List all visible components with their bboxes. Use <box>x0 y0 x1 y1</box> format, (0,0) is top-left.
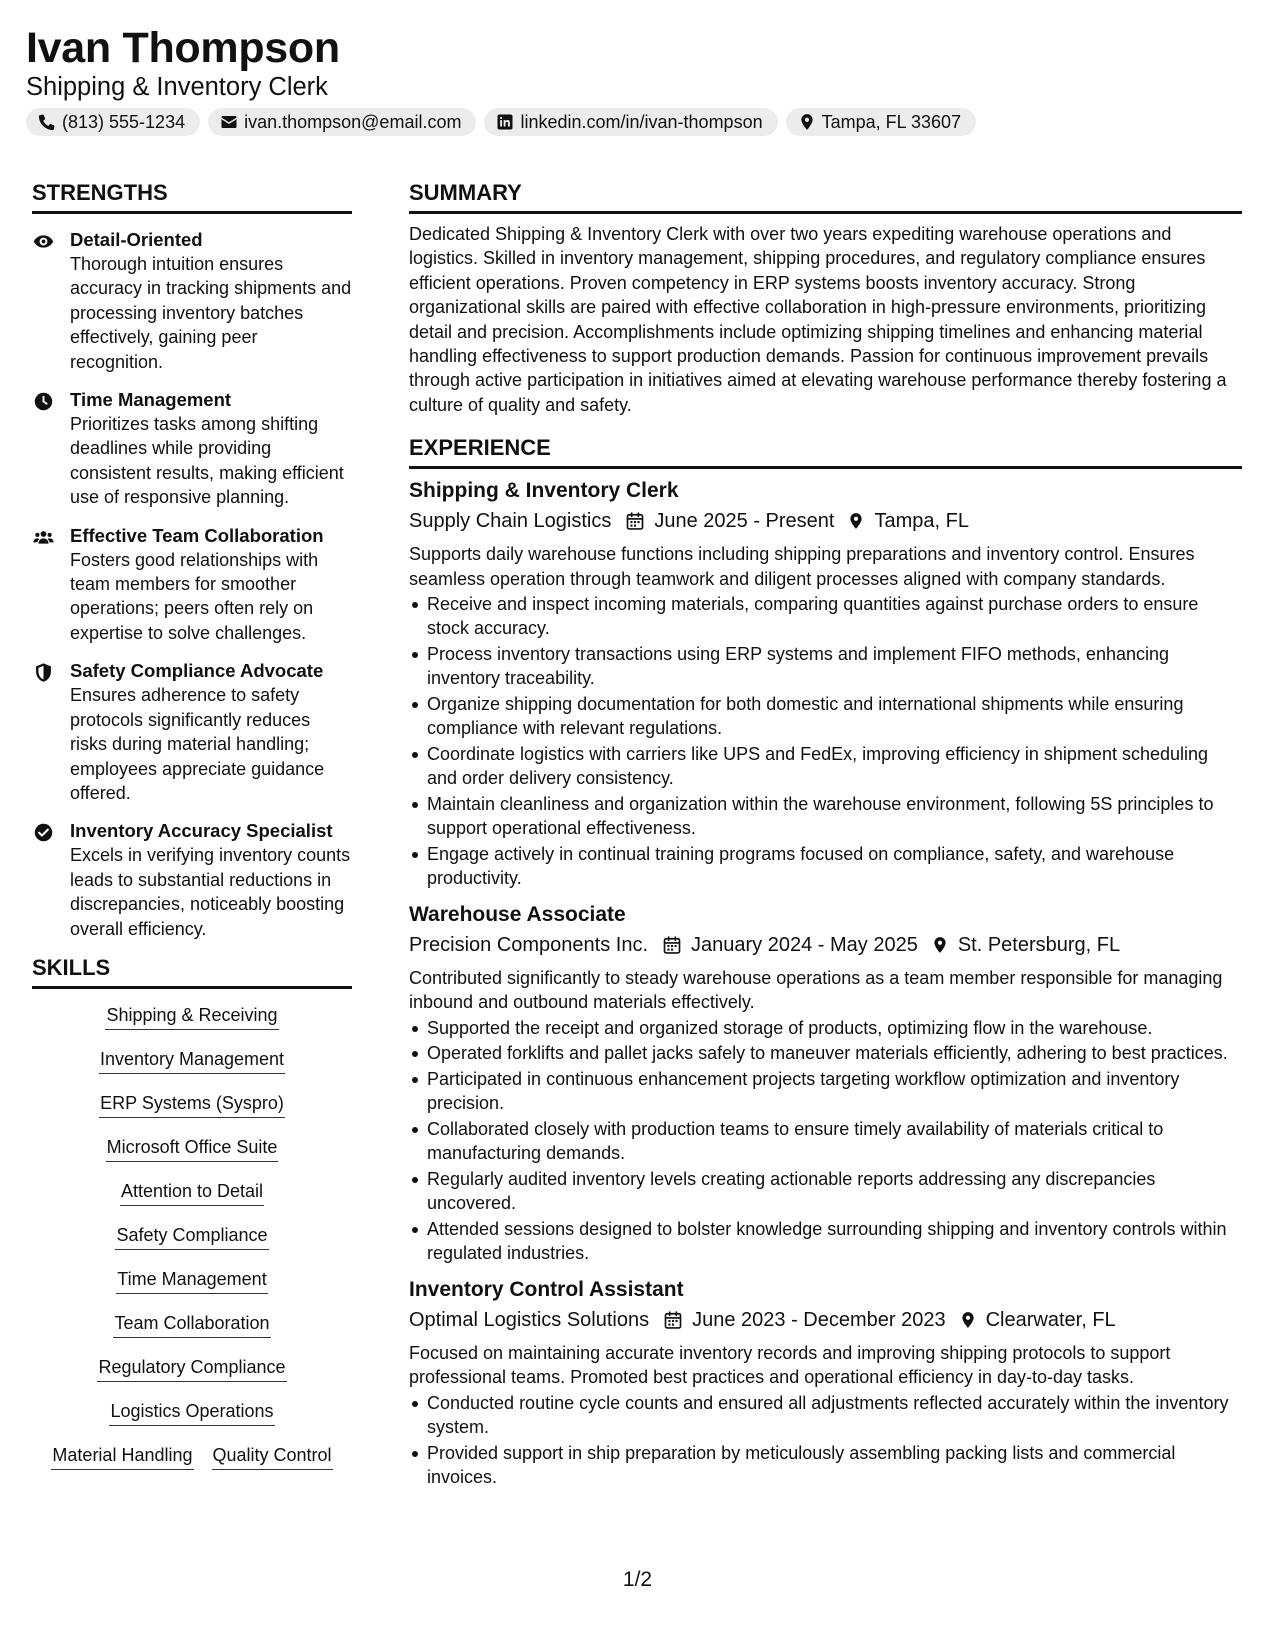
map-pin-icon <box>798 113 816 131</box>
skill-tag: Quality Control <box>212 1443 333 1470</box>
job-bullets <box>409 1016 1242 1266</box>
bullet-item: Participated in continuous enhancement projects targeting workflow optimization and inventory precision. <box>409 1067 1242 1116</box>
check-circle-icon <box>33 822 54 843</box>
candidate-name: Ivan Thompson <box>26 24 340 72</box>
calendar-icon <box>625 511 645 531</box>
bullet-item: Provided support in ship preparation by meticulously assembling packing lists and commercial invoices. <box>409 1441 1242 1490</box>
job-title: Inventory Control Assistant <box>409 1277 684 1301</box>
job-description: Supports daily warehouse functions including shipping preparations and inventory control. Ensures seamless operation through teamwork and diligent processes aligned with company standards. <box>409 544 1195 589</box>
strength-item <box>32 659 352 805</box>
strength-title: Time Management <box>70 389 232 411</box>
job-company: Precision Components Inc. <box>409 933 649 956</box>
strength-description: Prioritizes tasks among shifting deadlines while providing consistent results, making efficient use of responsive planning. <box>70 414 344 508</box>
envelope-icon <box>220 113 238 131</box>
bullet-item: Regularly audited inventory levels creating actionable reports addressing any discrepancies uncovered. <box>409 1167 1242 1216</box>
skill-tag: Shipping & Receiving <box>105 1003 278 1030</box>
skill-tag: Time Management <box>116 1267 267 1294</box>
strength-title: Safety Compliance Advocate <box>70 660 324 682</box>
job-dates: January 2024 - May 2025 <box>691 933 918 956</box>
job-bullets <box>409 592 1242 891</box>
contact-email[interactable] <box>208 108 476 136</box>
job-company: Supply Chain Logistics <box>409 510 612 533</box>
contact-location-text: Tampa, FL 33607 <box>821 112 962 132</box>
users-icon <box>33 527 54 548</box>
calendar-icon <box>662 935 682 955</box>
phone-icon <box>38 113 56 131</box>
job-description: Contributed significantly to steady warehouse operations as a team member responsible for managing inbound and outbound materials effectively. <box>409 967 1223 1013</box>
job-entry <box>409 901 1242 1266</box>
strength-description: Excels in verifying inventory counts leads to substantial reductions in discrepancies, noticeably boosting overall efficiency. <box>70 845 351 939</box>
resume-header <box>26 22 1246 136</box>
shield-icon <box>33 662 54 683</box>
experience-heading: EXPERIENCE <box>409 435 1242 469</box>
strength-item <box>32 228 352 374</box>
job-location: Tampa, FL <box>874 510 969 533</box>
job-meta <box>409 506 1242 536</box>
job-dates: June 2025 - Present <box>654 510 835 533</box>
candidate-title: Shipping & Inventory Clerk <box>26 73 328 101</box>
linkedin-icon <box>496 113 514 131</box>
strengths-heading: STRENGTHS <box>32 180 352 214</box>
contact-linkedin-text: linkedin.com/in/ivan-thompson <box>520 112 763 132</box>
bullet-item: Maintain cleanliness and organization within the warehouse environment, following 5S principles to support operational effectiveness. <box>409 792 1242 841</box>
strength-title: Inventory Accuracy Specialist <box>70 820 333 842</box>
bullet-item: Receive and inspect incoming materials, comparing quantities against purchase orders to ensure stock accuracy. <box>409 592 1242 641</box>
strength-item <box>32 819 352 941</box>
contact-email-text: ivan.thompson@email.com <box>244 112 462 132</box>
page-number: 1/2 <box>622 1568 653 1591</box>
skill-tag: Attention to Detail <box>120 1179 264 1206</box>
job-entry <box>409 477 1242 891</box>
skills-list <box>32 1003 352 1470</box>
contact-location <box>786 108 976 136</box>
bullet-item: Organize shipping documentation for both domestic and international shipments while ensuring compliance with relevant regulations. <box>409 692 1242 741</box>
strength-title: Detail-Oriented <box>70 229 203 250</box>
job-title: Warehouse Associate <box>409 902 626 926</box>
skill-tag: ERP Systems (Syspro) <box>99 1091 285 1118</box>
eye-icon <box>33 231 54 252</box>
bullet-item: Attended sessions designed to bolster knowledge surrounding shipping and inventory controls within regulated industries. <box>409 1217 1242 1266</box>
map-pin-icon <box>931 935 949 955</box>
job-company: Optimal Logistics Solutions <box>409 1308 650 1331</box>
experience-section <box>409 435 1242 1489</box>
bullet-item: Process inventory transactions using ERP systems and implement FIFO methods, enhancing inventory traceability. <box>409 642 1242 691</box>
strength-description: Thorough intuition ensures accuracy in tracking shipments and processing inventory batches effectively, gaining peer recognition. <box>70 254 352 372</box>
contact-phone[interactable] <box>26 108 200 136</box>
skills-heading: SKILLS <box>32 955 352 989</box>
bullet-item: Supported the receipt and organized storage of products, optimizing flow in the warehouse. <box>409 1016 1242 1040</box>
job-location: St. Petersburg, FL <box>957 933 1121 956</box>
skill-tag: Material Handling <box>51 1443 193 1470</box>
skill-tag: Microsoft Office Suite <box>106 1135 279 1162</box>
map-pin-icon <box>959 1310 977 1330</box>
summary-text: Dedicated Shipping & Inventory Clerk with over two years expediting warehouse operations and logistics. Skilled in inventory management, shipping procedures, and regulatory compliance ensures efficient operations. Proven competency in ERP systems boosts inventory accuracy. Strong organizational skills are paired with effective collaboration in high-pressure environments, prioritizing detail and precision. Accomplishments include optimizing shipping timelines and enhancing material handling effectiveness to support production demands. Passion for continuous improvement prevails through active participation in initiatives aimed at elevating warehouse performance thereby fostering a culture of quality and safety. <box>409 224 1227 415</box>
clock-icon <box>33 391 54 412</box>
contact-linkedin[interactable] <box>484 108 777 136</box>
strength-description: Ensures adherence to safety protocols significantly reduces risks during material handling; employees appreciate guidance offered. <box>70 685 325 803</box>
job-location: Clearwater, FL <box>985 1308 1116 1331</box>
summary-heading: SUMMARY <box>409 180 1242 214</box>
right-column <box>409 180 1242 1491</box>
strength-title: Effective Team Collaboration <box>70 524 324 546</box>
strength-description: Fosters good relationships with team members for smoother operations; peers often rely on expertise to solve challenges. <box>70 549 319 643</box>
contact-bar <box>26 108 1246 136</box>
skill-tag: Regulatory Compliance <box>97 1355 286 1382</box>
bullet-item: Engage actively in continual training programs focused on compliance, safety, and warehouse productivity. <box>409 842 1242 891</box>
map-pin-icon <box>847 511 865 531</box>
bullet-item: Collaborated closely with production teams to ensure timely availability of materials critical to manufacturing demands. <box>409 1117 1242 1166</box>
strength-item <box>32 388 352 510</box>
skills-section <box>32 955 352 1470</box>
strength-item <box>32 524 352 646</box>
bullet-item: Coordinate logistics with carriers like UPS and FedEx, improving efficiency in shipment scheduling and order delivery consistency. <box>409 742 1242 791</box>
bullet-item: Operated forklifts and pallet jacks safely to maneuver materials efficiently, adhering to best practices. <box>409 1041 1242 1065</box>
skill-tag: Team Collaboration <box>113 1311 270 1338</box>
job-meta <box>409 930 1242 960</box>
job-bullets <box>409 1391 1242 1490</box>
skill-tag: Inventory Management <box>99 1047 285 1074</box>
job-title: Shipping & Inventory Clerk <box>409 479 679 503</box>
left-column <box>32 180 352 1470</box>
calendar-icon <box>663 1310 683 1330</box>
job-entry <box>409 1276 1242 1490</box>
bullet-item: Conducted routine cycle counts and ensured all adjustments reflected accurately within the inventory system. <box>409 1391 1242 1440</box>
job-description: Focused on maintaining accurate inventory records and improving shipping protocols to support professional teams. Promoted best practices and operational efficiency in day-to-day tasks. <box>409 1342 1171 1388</box>
job-dates: June 2023 - December 2023 <box>692 1308 946 1331</box>
skill-tag: Safety Compliance <box>115 1223 268 1250</box>
job-meta <box>409 1305 1242 1335</box>
contact-phone-text: (813) 555-1234 <box>62 112 186 132</box>
skill-tag: Logistics Operations <box>109 1399 274 1426</box>
strengths-list <box>32 228 352 941</box>
